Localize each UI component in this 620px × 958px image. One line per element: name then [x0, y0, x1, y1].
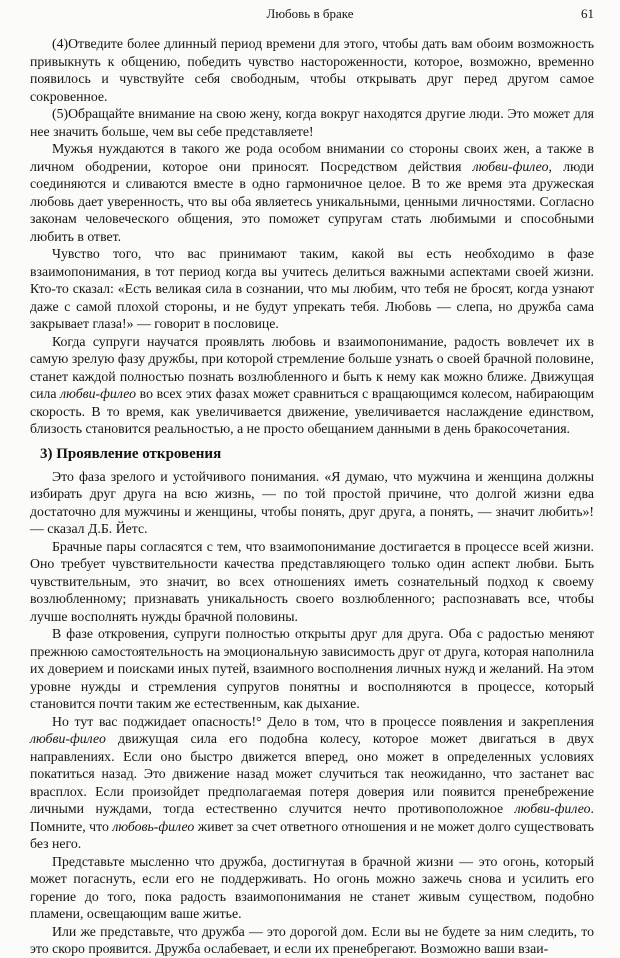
page-number: 61: [581, 6, 594, 21]
section-heading: [30, 445, 594, 464]
paragraph: [30, 333, 594, 438]
text-run: во всех этих фазах может сравниться с вращающимся колесом, набирающим скорость. В то время, как увеличивается движение, увеличивается наслаждение единством, близость становится реальностью, а не просто обещанием данными в день бракосочетания.: [30, 386, 594, 436]
text-run: . Помните, что: [30, 801, 594, 834]
text-run: Брачные пары согласятся с тем, что взаимопонимание достигается в процессе всей жизни. Оно требует чувствительности качества представляющего только один аспект любви. Быть чувствительным, это значит, во всех отношениях иметь сознательный подход к своему возлюбленному; признавать уникальность своего возлюбленного; распознавать все, чтобы лучше восполнять нужды брачной половины.: [30, 538, 594, 624]
text-run: движущая сила его подобна колесу, которое может двигаться в двух направлениях. Если оно быстро движется вперед, оно может в определенных условиях покатиться назад. Это движение назад может случиться так неожиданно, что застанет вас врасплох. Если произойдет предполагаемая потеря доверия или появится пренебрежение личными нуждами, тогда естественно случится нечто противоположное: [30, 731, 594, 816]
text-run: 3) Проявление откровения: [40, 445, 222, 462]
emphasized-text: любви-филео: [472, 158, 549, 174]
text-run: Представьте мысленно что дружба, достигнутая в брачной жизни — это огонь, который может погаснуть, если его не поддерживать. Но огонь можно зажечь снова и усилить его горение до того, пока радость взаимопонимания не станет живым существом, подобно пламени, освещающим ваше житье.: [30, 853, 594, 921]
paragraph: [30, 853, 594, 923]
text-run: Мужья нуждаются в такого же рода особом внимании со стороны своих жен, а также в личном ободрении, которое они приносят. Посредством действия: [30, 141, 594, 174]
running-title: Любовь в браке: [266, 6, 354, 21]
text-run: (5)Обращайте внимание на свою жену, когда вокруг находятся другие люди. Это может для нее значить больше, чем вы себе представляете!: [30, 106, 594, 139]
emphasized-text: любовь-филео: [112, 818, 195, 834]
emphasized-text: любви-филео: [514, 801, 591, 816]
page-content: [0, 28, 620, 958]
text-run: , люди соединяются и сливаются вместе в одно гармоничное целое. В то же время эта дружеская любовь дает уверенность, что вы оба являетесь уникальными, ценными личностями. Согласно законам человеческого общения, это поможет супругам стать любимыми и способными любить в ответ.: [30, 158, 595, 244]
emphasized-text: любви-филео: [60, 386, 137, 401]
paragraph: [30, 538, 594, 626]
text-run: (4)Отведите более длинный период времени для этого, чтобы дать вам обоим возможность привыкнуть к общению, победить чувство настороженности, которое, возможно, временно появилось и чувствуйте себя свободным, чтобы открывать друг перед другом самое сокровенное.: [30, 36, 594, 104]
paragraph: [30, 105, 594, 140]
paragraph: [30, 35, 594, 105]
text-run: Это фаза зрелого и устойчивого понимания. «Я думаю, что мужчина и женщина должны избирать друг друга на всю жизнь, — по той простой причине, что долгой жизни едва достаточно для мужчины и женщины, чтобы понять, друг друга, а понять, — значит любить»! — сказал Д.Б. Йетс.: [30, 468, 594, 536]
text-run: живет за счет ответного отношения и не может долго существовать без него.: [30, 818, 594, 851]
paragraph: [30, 923, 594, 958]
text-run: Когда супруги научатся проявлять любовь и взаимопонимание, радость вовлечет их в самую зрелую фазу дружбы, при которой стремление больше узнать о своей брачной половине, станет каждой полностью познать возлюбленного и быть к нему как можно ближе. Движущая сила: [30, 333, 594, 401]
emphasized-text: любви-филео: [30, 731, 106, 746]
paragraph: [30, 625, 594, 713]
text-run: Но тут вас поджидает опасность!° Дело в том, что в процессе появления и закрепления: [52, 713, 594, 729]
text-run: Или же представьте, что дружба — это дорогой дом. Если вы не будете за ним следить, то это скоро проявится. Дружба ослабевает, и если их пренебрегают. Возможно ваши взаи-: [30, 923, 594, 956]
text-run: В фазе откровения, супруги полностью открыты друг для друга. Оба с радостью меняют прежнюю самостоятельность на эмоциональную зависимость друг от друга, которая наполнила их доверием и поисками иных путей, взаимного восполнения личных нужд и желаний. На этом уровне нужды и стремления супругов понятны и восполняются в процессе, который становится почти таким же естественным, как дыхание.: [30, 626, 594, 711]
paragraph: [30, 245, 594, 333]
text-run: Чувство того, что вас принимают таким, какой вы есть необходимо в фазе взаимопонимания, в тот период когда вы учитесь делиться важными аспектами своей жизни. Кто-то сказал: «Есть великая сила в сознании, что мы любим, что тебя не бросят, когда узнают даже с самой плохой стороны, и не будут упрекать тебя. Любовь — слепа, но дружба сама закрывает глаза!» — говорит в пословице.: [30, 246, 594, 331]
page-header: [0, 0, 620, 28]
paragraph: [30, 468, 594, 538]
paragraph: [30, 140, 594, 245]
paragraph: [30, 713, 594, 853]
